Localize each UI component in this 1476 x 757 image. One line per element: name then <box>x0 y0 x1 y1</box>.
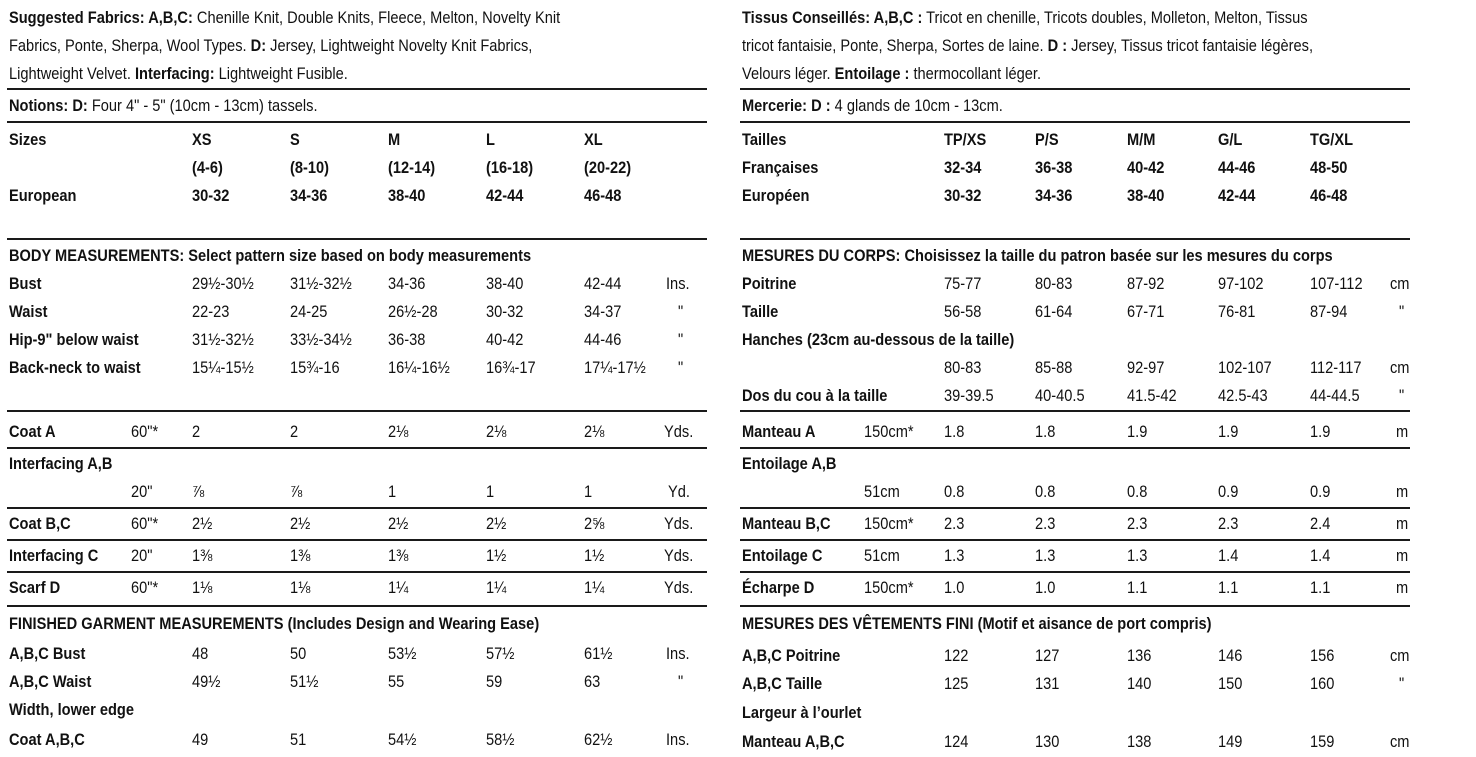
suggested-fabrics-line-3 <box>9 60 348 88</box>
unit-label: Ins. <box>666 274 690 293</box>
yardage-value: 1.1 <box>1218 578 1239 597</box>
manteau-bc-label: Manteau B,C <box>742 514 831 533</box>
body-value: 39-39.5 <box>944 386 994 405</box>
yardage-value: 0.8 <box>944 482 965 501</box>
unit-label: " <box>678 302 684 321</box>
yardage-value: 1½ <box>584 546 605 565</box>
finished-value: 146 <box>1218 646 1243 665</box>
finished-measurements-heading: FINISHED GARMENT MEASUREMENTS (Includes Design and Wearing Ease) <box>9 614 540 633</box>
coat-a-label: Coat A <box>9 422 56 441</box>
divider <box>740 507 1410 509</box>
body-value: 76-81 <box>1218 302 1256 321</box>
body-value: 30-32 <box>486 302 524 321</box>
fabric-width: 60"* <box>131 514 159 533</box>
unit-label: " <box>1399 302 1405 321</box>
yardage-value: 1⅜ <box>388 546 409 565</box>
unit-label: Yds. <box>664 546 694 565</box>
body-value: 26½-28 <box>388 302 438 321</box>
yardage-value: 1⅛ <box>290 578 311 597</box>
body-text: Jersey, Tissus tricot fantaisie légères, <box>1067 36 1314 55</box>
french-size: 36-38 <box>1035 158 1073 177</box>
size-code-m: M <box>388 130 401 149</box>
yardage-value: 2.3 <box>1035 514 1056 533</box>
yardage-value: 1.8 <box>1035 422 1056 441</box>
yardage-value: 2.3 <box>1127 514 1148 533</box>
manteau-a-label: Manteau A <box>742 422 816 441</box>
body-value: 31½-32½ <box>290 274 352 293</box>
body-value: 44-44.5 <box>1310 386 1360 405</box>
yardage-value: 2½ <box>192 514 213 533</box>
mesures-vetements-heading: MESURES DES VÊTEMENTS FINI (Motif et aisance de port compris) <box>742 614 1212 633</box>
yardage-value: 1.8 <box>944 422 965 441</box>
finished-value: 136 <box>1127 646 1152 665</box>
finished-value: 149 <box>1218 732 1243 751</box>
finished-taille-label: A,B,C Taille <box>742 674 823 693</box>
body-measurements-heading: BODY MEASUREMENTS: Select pattern size based on body measurements <box>9 246 532 265</box>
finished-value: 57½ <box>486 644 515 663</box>
fabric-width: 20" <box>131 482 153 501</box>
yardage-value: ⅞ <box>290 482 303 501</box>
finished-coat-label: Coat A,B,C <box>9 730 85 749</box>
finished-value: 61½ <box>584 644 613 663</box>
divider <box>7 539 707 541</box>
mesures-du-corps-heading: MESURES DU CORPS: Choisissez la taille du patron basée sur les mesures du corps <box>742 246 1333 265</box>
unit-label: cm <box>1390 646 1410 665</box>
body-text: Lightweight Velvet. <box>9 64 135 83</box>
yardage-value: 2½ <box>290 514 311 533</box>
bold-label-text: D: <box>250 36 267 55</box>
body-text: Chenille Knit, Double Knits, Fleece, Melton, Novelty Knit <box>192 8 561 27</box>
bold-label-text: Mercerie: D : <box>742 96 831 115</box>
yardage-value: 2.4 <box>1310 514 1331 533</box>
tailles-label: Tailles <box>742 130 787 149</box>
european-size: 38-40 <box>388 186 426 205</box>
body-value: 97-102 <box>1218 274 1264 293</box>
european-size: 46-48 <box>584 186 622 205</box>
french-size: 48-50 <box>1310 158 1348 177</box>
body-value: 87-94 <box>1310 302 1348 321</box>
finished-value: 131 <box>1035 674 1060 693</box>
interfacing-ab-label: Interfacing A,B <box>9 454 113 473</box>
fabric-width: 150cm* <box>864 422 914 441</box>
body-value: 15¼-15½ <box>192 358 254 377</box>
body-value: 15¾-16 <box>290 358 340 377</box>
finished-value: 48 <box>192 644 209 663</box>
body-value: 16¾-17 <box>486 358 536 377</box>
yardage-value: 2 <box>290 422 299 441</box>
yardage-value: 1.4 <box>1310 546 1331 565</box>
divider <box>740 571 1410 573</box>
tissus-conseilles-line-3 <box>742 60 1041 88</box>
yardage-value: 2.3 <box>944 514 965 533</box>
unit-label: m <box>1396 422 1409 441</box>
body-value: 80-83 <box>944 358 982 377</box>
body-value: 31½-32½ <box>192 330 254 349</box>
bold-label-text: Entoilage : <box>834 64 910 83</box>
yardage-value: 1⅜ <box>290 546 311 565</box>
european-label: European <box>9 186 77 205</box>
europeen-label: Européen <box>742 186 810 205</box>
size-code: G/L <box>1218 130 1243 149</box>
unit-label: Yds. <box>664 514 694 533</box>
fabric-width: 60"* <box>131 578 159 597</box>
finished-value: 63 <box>584 672 601 691</box>
yardage-value: 1.4 <box>1218 546 1239 565</box>
finished-value: 122 <box>944 646 969 665</box>
scarf-d-label: Scarf D <box>9 578 61 597</box>
size-range: (12-14) <box>388 158 436 177</box>
body-value: 56-58 <box>944 302 982 321</box>
yardage-value: 2.3 <box>1218 514 1239 533</box>
european-size: 42-44 <box>1218 186 1256 205</box>
body-value: 22-23 <box>192 302 230 321</box>
body-value: 41.5-42 <box>1127 386 1177 405</box>
finished-value: 159 <box>1310 732 1335 751</box>
yardage-value: 1¼ <box>584 578 605 597</box>
european-size: 38-40 <box>1127 186 1165 205</box>
body-value: 112-117 <box>1310 358 1362 377</box>
european-size: 30-32 <box>192 186 230 205</box>
yardage-value: 1.1 <box>1127 578 1148 597</box>
yardage-value: 1.1 <box>1310 578 1331 597</box>
yardage-value: 1.9 <box>1218 422 1239 441</box>
poitrine-label: Poitrine <box>742 274 797 293</box>
suggested-fabrics-line-2 <box>9 32 532 60</box>
unit-label: " <box>1399 674 1405 693</box>
finished-value: 55 <box>388 672 405 691</box>
divider <box>7 410 707 412</box>
body-text: tricot fantaisie, Ponte, Sherpa, Sortes de laine. <box>742 36 1048 55</box>
finished-value: 62½ <box>584 730 613 749</box>
body-value: 34-37 <box>584 302 622 321</box>
yardage-value: 1⅛ <box>192 578 213 597</box>
finished-waist-label: A,B,C Waist <box>9 672 92 691</box>
fabric-width: 60"* <box>131 422 159 441</box>
body-value: 107-112 <box>1310 274 1363 293</box>
body-text: Four 4" - 5" (10cm - 13cm) tassels. <box>87 96 318 115</box>
size-range: (16-18) <box>486 158 534 177</box>
unit-label: " <box>678 672 684 691</box>
yardage-value: 2⅝ <box>584 514 605 533</box>
finished-value: 53½ <box>388 644 417 663</box>
body-text: 4 glands de 10cm - 13cm. <box>830 96 1003 115</box>
size-code: P/S <box>1035 130 1059 149</box>
size-code-xs: XS <box>192 130 212 149</box>
divider <box>7 605 707 607</box>
fabric-width: 150cm* <box>864 578 914 597</box>
size-range: (20-22) <box>584 158 632 177</box>
body-text: Velours léger. <box>742 64 835 83</box>
finished-value: 58½ <box>486 730 515 749</box>
mercerie-line <box>742 92 1003 120</box>
yardage-value: 1.9 <box>1127 422 1148 441</box>
coat-bc-label: Coat B,C <box>9 514 71 533</box>
finished-value: 130 <box>1035 732 1060 751</box>
divider <box>740 410 1410 412</box>
body-value: 44-46 <box>584 330 622 349</box>
body-value: 61-64 <box>1035 302 1073 321</box>
size-code: M/M <box>1127 130 1156 149</box>
unit-label: m <box>1396 482 1409 501</box>
interfacing-c-label: Interfacing C <box>9 546 99 565</box>
fabric-width: 20" <box>131 546 153 565</box>
yardage-value: 1.9 <box>1310 422 1331 441</box>
french-size: 32-34 <box>944 158 982 177</box>
finished-value: 138 <box>1127 732 1152 751</box>
bold-label-text: Notions: D: <box>9 96 88 115</box>
size-code-s: S <box>290 130 300 149</box>
finished-value: 127 <box>1035 646 1060 665</box>
yardage-value: 1 <box>388 482 397 501</box>
size-code: TP/XS <box>944 130 987 149</box>
body-value: 24-25 <box>290 302 328 321</box>
body-value: 34-36 <box>388 274 426 293</box>
bold-label-text: Tissus Conseillés: A,B,C : <box>742 8 923 27</box>
european-size: 30-32 <box>944 186 982 205</box>
yardage-value: 1.3 <box>1035 546 1056 565</box>
finished-value: 124 <box>944 732 969 751</box>
body-value: 80-83 <box>1035 274 1073 293</box>
unit-label: cm <box>1390 274 1410 293</box>
yardage-value: 2⅛ <box>388 422 409 441</box>
yardage-value: 1½ <box>486 546 507 565</box>
european-size: 46-48 <box>1310 186 1348 205</box>
body-value: 29½-30½ <box>192 274 254 293</box>
body-value: 40-42 <box>486 330 524 349</box>
french-size: 40-42 <box>1127 158 1165 177</box>
size-code: TG/XL <box>1310 130 1354 149</box>
body-row-label: Waist <box>9 302 48 321</box>
divider <box>7 507 707 509</box>
yardage-value: 1.0 <box>1035 578 1056 597</box>
unit-label: " <box>678 330 684 349</box>
body-row-label: Hip-9" below waist <box>9 330 139 349</box>
finished-value: 125 <box>944 674 969 693</box>
body-text: Tricot en chenille, Tricots doubles, Molleton, Melton, Tissus <box>922 8 1308 27</box>
bold-label-text: D : <box>1047 36 1068 55</box>
finished-bust-label: A,B,C Bust <box>9 644 86 663</box>
unit-label: m <box>1396 546 1409 565</box>
european-size: 34-36 <box>290 186 328 205</box>
size-range: (8-10) <box>290 158 330 177</box>
largeur-ourlet-label: Largeur à l’ourlet <box>742 703 862 722</box>
divider <box>740 539 1410 541</box>
unit-label: m <box>1396 514 1409 533</box>
suggested-fabrics-line-1 <box>9 4 560 32</box>
notions-line <box>9 92 318 120</box>
finished-value: 49½ <box>192 672 221 691</box>
body-value: 85-88 <box>1035 358 1073 377</box>
francaises-label: Françaises <box>742 158 819 177</box>
yardage-value: 1.0 <box>944 578 965 597</box>
unit-label: cm <box>1390 732 1410 751</box>
divider <box>740 88 1410 90</box>
body-value: 38-40 <box>486 274 524 293</box>
body-value: 42-44 <box>584 274 622 293</box>
body-value: 67-71 <box>1127 302 1165 321</box>
body-value: 33½-34½ <box>290 330 352 349</box>
yardage-value: 2½ <box>486 514 507 533</box>
finished-value: 49 <box>192 730 209 749</box>
tissus-conseilles-line-1 <box>742 4 1308 32</box>
body-value: 102-107 <box>1218 358 1272 377</box>
taille-label: Taille <box>742 302 779 321</box>
divider <box>7 121 707 123</box>
yardage-value: 2½ <box>388 514 409 533</box>
finished-value: 51½ <box>290 672 319 691</box>
unit-label: Ins. <box>666 730 690 749</box>
divider <box>740 238 1410 240</box>
finished-value: 140 <box>1127 674 1152 693</box>
size-code-l: L <box>486 130 495 149</box>
yardage-value: 0.9 <box>1310 482 1331 501</box>
unit-label: m <box>1396 578 1409 597</box>
body-text: thermocollant léger. <box>909 64 1042 83</box>
yardage-value: 2⅛ <box>584 422 605 441</box>
entoilage-c-label: Entoilage C <box>742 546 823 565</box>
unit-label: cm <box>1390 358 1410 377</box>
body-value: 40-40.5 <box>1035 386 1085 405</box>
yardage-value: ⅞ <box>192 482 205 501</box>
hanches-label: Hanches (23cm au-dessous de la taille) <box>742 330 1015 349</box>
yardage-value: 0.8 <box>1035 482 1056 501</box>
fabric-width: 51cm <box>864 482 900 501</box>
fabric-width: 51cm <box>864 546 900 565</box>
body-text: Lightweight Fusible. <box>214 64 348 83</box>
unit-label: Yds. <box>664 578 694 597</box>
dos-du-cou-label: Dos du cou à la taille <box>742 386 888 405</box>
finished-value: 156 <box>1310 646 1335 665</box>
entoilage-ab-label: Entoilage A,B <box>742 454 837 473</box>
unit-label: Ins. <box>666 644 690 663</box>
european-size: 34-36 <box>1035 186 1073 205</box>
yardage-value: 2⅛ <box>486 422 507 441</box>
width-lower-edge-label: Width, lower edge <box>9 700 134 719</box>
body-value: 36-38 <box>388 330 426 349</box>
unit-label: " <box>678 358 684 377</box>
finished-manteau-label: Manteau A,B,C <box>742 732 845 751</box>
yardage-value: 1.3 <box>944 546 965 565</box>
finished-value: 50 <box>290 644 307 663</box>
yardage-value: 0.8 <box>1127 482 1148 501</box>
divider <box>740 605 1410 607</box>
finished-value: 160 <box>1310 674 1335 693</box>
sizes-label: Sizes <box>9 130 47 149</box>
divider <box>7 238 707 240</box>
bold-label-text: Suggested Fabrics: A,B,C: <box>9 8 193 27</box>
divider <box>7 571 707 573</box>
bold-label-text: Interfacing: <box>134 64 215 83</box>
yardage-value: 2 <box>192 422 201 441</box>
body-text: Fabrics, Ponte, Sherpa, Wool Types. <box>9 36 251 55</box>
body-value: 42.5-43 <box>1218 386 1268 405</box>
yardage-value: 0.9 <box>1218 482 1239 501</box>
body-value: 75-77 <box>944 274 982 293</box>
body-text: Jersey, Lightweight Novelty Knit Fabrics, <box>266 36 533 55</box>
yardage-value: 1 <box>584 482 593 501</box>
body-value: 17¼-17½ <box>584 358 646 377</box>
yardage-value: 1.3 <box>1127 546 1148 565</box>
finished-value: 150 <box>1218 674 1243 693</box>
finished-value: 54½ <box>388 730 417 749</box>
body-value: 92-97 <box>1127 358 1165 377</box>
tissus-conseilles-line-2 <box>742 32 1313 60</box>
finished-poitrine-label: A,B,C Poitrine <box>742 646 841 665</box>
divider <box>7 88 707 90</box>
yardage-value: 1 <box>486 482 495 501</box>
finished-value: 59 <box>486 672 503 691</box>
divider <box>740 447 1410 449</box>
unit-label: " <box>1399 386 1405 405</box>
body-row-label: Bust <box>9 274 42 293</box>
european-size: 42-44 <box>486 186 524 205</box>
yardage-value: 1¼ <box>486 578 507 597</box>
yardage-value: 1¼ <box>388 578 409 597</box>
body-value: 16¼-16½ <box>388 358 450 377</box>
unit-label: Yds. <box>664 422 694 441</box>
echarpe-d-label: Écharpe D <box>742 578 815 597</box>
yardage-value: 1⅜ <box>192 546 213 565</box>
size-code-xl: XL <box>584 130 603 149</box>
divider <box>740 121 1410 123</box>
finished-value: 51 <box>290 730 307 749</box>
divider <box>7 447 707 449</box>
french-size: 44-46 <box>1218 158 1256 177</box>
body-row-label: Back-neck to waist <box>9 358 141 377</box>
fabric-width: 150cm* <box>864 514 914 533</box>
size-range: (4-6) <box>192 158 223 177</box>
body-value: 87-92 <box>1127 274 1165 293</box>
unit-label: Yd. <box>668 482 690 501</box>
